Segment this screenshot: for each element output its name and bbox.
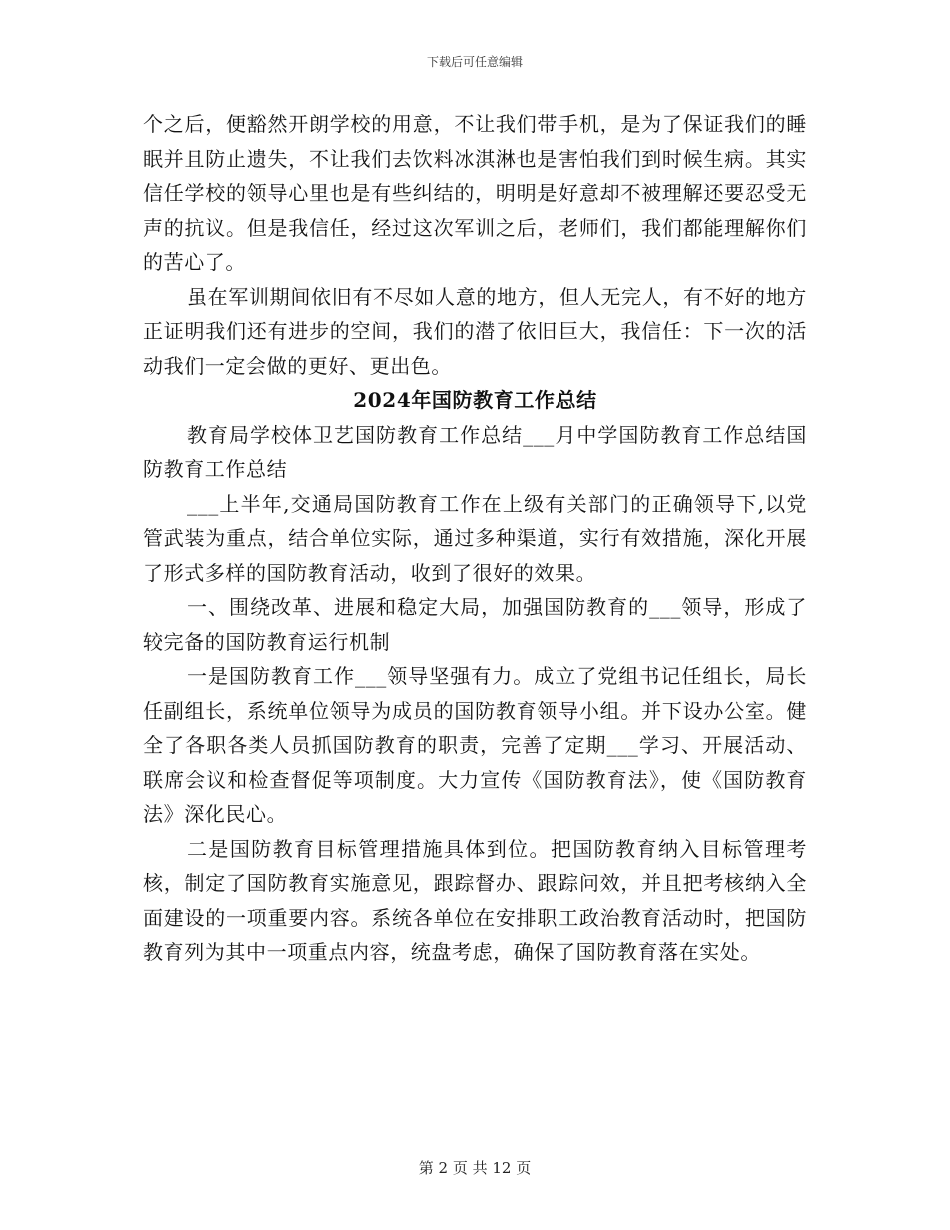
paragraph-continuation-2: 虽在军训期间依旧有不尽如人意的地方，但人无完人，有不好的地方正证明我们还有进步的空间，我们的潜了依旧巨大，我信任：下一次的活动我们一定会做的更好、更出色。 xyxy=(143,284,807,378)
paragraph-1: 教育局学校体卫艺国防教育工作总结___月中学国防教育工作总结国防教育工作总结 xyxy=(143,422,807,481)
document-body xyxy=(143,107,807,970)
paragraph-continuation-1: 个之后，便豁然开朗学校的用意，不让我们带手机，是为了保证我们的睡眠并且防止遗失，不让我们去饮料冰淇淋也是害怕我们到时候生病。其实信任学校的领导心里也是有些纠结的，明明是好意却不被理解还要忍受无声的抗议。但是我信任，经过这次军训之后，老师们，我们都能理解你们的苦心了。 xyxy=(143,112,807,274)
page-header-note: 下载后可任意编辑 xyxy=(426,55,523,69)
paragraph-2: ___上半年,交通局国防教育工作在上级有关部门的正确领导下,以党管武装为重点，结合单位实际，通过多种渠道，实行有效措施，深化开展了形式多样的国防教育活动，收到了很好的效果。 xyxy=(143,491,807,585)
paragraph-4: 一是国防教育工作___领导坚强有力。成立了党组书记任组长，局长任副组长，系统单位领导为成员的国防教育领导小组。并下设办公室。健全了各职各类人员抓国防教育的职责，完善了定期___学习、开展活动、联席会议和检查督促等项制度。大力宣传《国防教育法》，使《国防教育法》深化民心。 xyxy=(143,664,807,826)
paragraph-3: 一、围绕改革、进展和稳定大局，加强国防教育的___领导，形成了较完备的国防教育运行机制 xyxy=(143,595,807,654)
page-number: 第 2 页 共 12 页 xyxy=(418,1159,532,1177)
section-title: 2024年国防教育工作总结 xyxy=(353,388,597,412)
paragraph-5: 二是国防教育目标管理措施具体到位。把国防教育纳入目标管理考核，制定了国防教育实施意见，跟踪督办、跟踪问效，并且把考核纳入全面建设的一项重要内容。系统各单位在安排职工政治教育活动时，把国防教育列为其中一项重点内容，统盘考虑，确保了国防教育落在实处。 xyxy=(143,836,807,964)
